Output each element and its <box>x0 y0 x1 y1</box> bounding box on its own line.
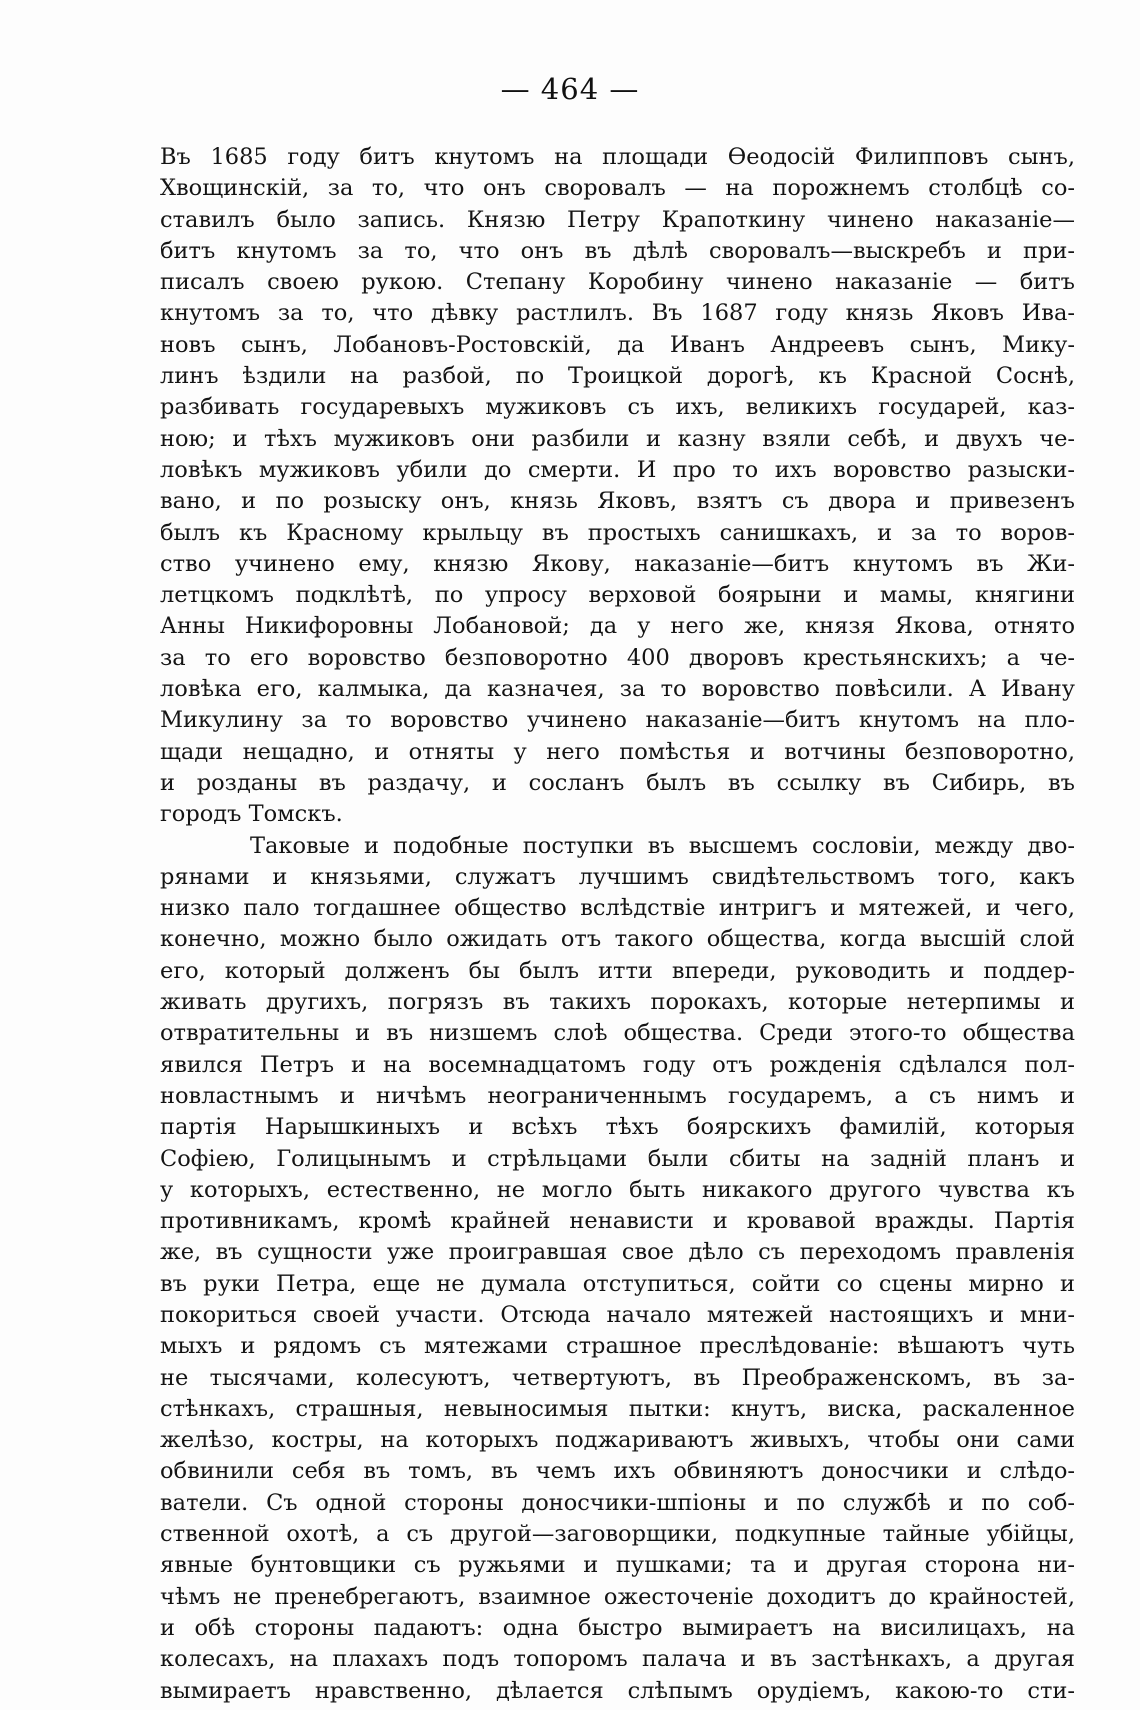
text-line: обвинили себя въ томъ, въ чемъ ихъ обвиняютъ доносчики и слѣдо- <box>160 1458 1075 1485</box>
text-line: ственной охотѣ, а съ другой—заговорщики, подкупные тайные убійцы, <box>160 1521 1075 1548</box>
text-line: ставилъ было запись. Князю Петру Крапоткину чинено наказаніе— <box>160 206 1075 233</box>
text-line: Въ 1685 году битъ кнутомъ на площади Ѳеодосій Филипповъ сынъ, <box>160 144 1075 170</box>
text-line: въ руки Петра, еще не думала отступиться, сойти со сцены мирно и <box>160 1270 1075 1297</box>
text-line: летцкомъ подклѣтѣ, по упросу верховой боярыни и мамы, княгини <box>160 582 1075 609</box>
text-line: конечно, можно было ожидать отъ такого общества, когда высшій слой <box>160 926 1075 953</box>
text-line: чѣмъ не пренебрегаютъ, взаимное ожесточеніе доходитъ до крайностей, <box>160 1583 1075 1610</box>
text-line: ловѣка его, калмыка, да казначея, за то воровство повѣсили. А Ивану <box>160 676 1075 703</box>
text-line: за то его воровство безповоротно 400 дворовъ крестьянскихъ; а че- <box>160 644 1075 671</box>
text-line: новластнымъ и ничѣмъ неограниченнымъ государемъ, а съ нимъ и <box>160 1082 1075 1109</box>
text-line: не тысячами, колесуютъ, четвертуютъ, въ Преображенскомъ, въ за- <box>160 1364 1075 1391</box>
text-line: же, въ сущности уже проигравшая свое дѣло съ переходомъ правленія <box>160 1239 1075 1266</box>
text-line: желѣзо, костры, на которыхъ поджариваютъ живыхъ, чтобы они сами <box>160 1427 1075 1454</box>
text-line: Микулину за то воровство учинено наказаніе—битъ кнутомъ на пло- <box>160 707 1075 734</box>
text-line: новъ сынъ, Лобановъ-Ростовскій, да Иванъ Андреевъ сынъ, Мику- <box>160 331 1075 358</box>
text-line: низко пало тогдашнее общество вслѣдствіе интригъ и мятежей, и чего, <box>160 895 1075 922</box>
text-line: рянами и князьями, служатъ лучшимъ свидѣтельствомъ того, какъ <box>160 863 1075 890</box>
text-line: явился Петръ и на восемнадцатомъ году отъ рожденія сдѣлался пол- <box>160 1051 1075 1078</box>
text-line: покориться своей участи. Отсюда начало мятежей настоящихъ и мни- <box>160 1301 1075 1328</box>
text-line: Хвощинскій, за то, что онъ своровалъ — на порожнемъ столбцѣ со- <box>160 175 1075 202</box>
text-line: Таковые и подобные поступки въ высшемъ сословіи, между дво- <box>250 832 1075 859</box>
text-line: битъ кнутомъ за то, что онъ въ дѣлѣ своровалъ—выскребъ и при- <box>160 237 1075 264</box>
page-number: — 464 — <box>500 72 640 106</box>
text-line: разбивать государевыхъ мужиковъ съ ихъ, великихъ государей, каз- <box>160 394 1075 421</box>
text-line: Софіею, Голицынымъ и стрѣльцами были сбиты на задній планъ и <box>160 1145 1075 1172</box>
text-line: отвратительны и въ низшемъ слоѣ общества. Среди этого-то общества <box>160 1020 1075 1047</box>
text-line: ловѣкъ мужиковъ убили до смерти. И про то ихъ воровство разыски- <box>160 456 1075 483</box>
text-line: стѣнкахъ, страшныя, невыносимыя пытки: кнутъ, виска, раскаленное <box>160 1395 1075 1422</box>
text-line: линъ ѣздили на разбой, по Троицкой дорогѣ, къ Красной Соснѣ, <box>160 363 1075 390</box>
text-line: и розданы въ раздачу, и сосланъ былъ въ ссылку въ Сибирь, въ <box>160 769 1075 796</box>
text-line: ною; и тѣхъ мужиковъ они разбили и казну взяли себѣ, и двухъ че- <box>160 425 1075 452</box>
text-line: вымираетъ нравственно, дѣлается слѣпымъ орудіемъ, какою-то сти- <box>160 1677 1075 1704</box>
text-line: былъ къ Красному крыльцу въ простыхъ санишкахъ, и за то воров- <box>160 519 1075 546</box>
text-line: и обѣ стороны падаютъ: одна быстро вымираетъ на висилицахъ, на <box>160 1614 1075 1641</box>
text-line: противникамъ, кромѣ крайней ненависти и кровавой вражды. Партія <box>160 1208 1075 1235</box>
text-line: мыхъ и рядомъ съ мятежами страшное преслѣдованіе: вѣшаютъ чуть <box>160 1333 1075 1360</box>
text-line: партія Нарышкиныхъ и всѣхъ тѣхъ боярскихъ фамилій, которыя <box>160 1114 1075 1141</box>
text-line: явные бунтовщики съ ружьями и пушками; та и другая сторона ни- <box>160 1552 1075 1579</box>
text-line: живать другихъ, погрязъ въ такихъ порокахъ, которые нетерпимы и <box>160 989 1075 1016</box>
text-line: городъ Томскъ. <box>160 801 343 828</box>
text-line: щади нещадно, и отняты у него помѣстья и вотчины безповоротно, <box>160 738 1075 765</box>
text-line: ство учинено ему, князю Якову, наказаніе—битъ кнутомъ въ Жи- <box>160 550 1075 577</box>
paragraph-1 <box>160 142 1075 831</box>
text-line: его, который долженъ бы былъ итти впереди, руководить и поддер- <box>160 957 1075 984</box>
text-line: колесахъ, на плахахъ подъ топоромъ палача и въ застѣнкахъ, а другая <box>160 1646 1075 1673</box>
text-line: вано, и по розыску онъ, князь Яковъ, взятъ съ двора и привезенъ <box>160 488 1075 515</box>
paragraph-2 <box>160 831 1075 1707</box>
text-line: ватели. Съ одной стороны доносчики-шпіоны и по службѣ и по соб- <box>160 1489 1075 1516</box>
text-line: у которыхъ, естественно, не могло быть никакого другого чувства къ <box>160 1176 1075 1203</box>
text-line: писалъ своею рукою. Степану Коробину чинено наказаніе — битъ <box>160 269 1075 296</box>
text-line: кнутомъ за то, что дѣвку растлилъ. Въ 1687 году князь Яковъ Ива- <box>160 300 1075 327</box>
text-block <box>160 142 1075 1707</box>
text-line: Анны Никифоровны Лобановой; да у него же, князя Якова, отнято <box>160 613 1075 640</box>
